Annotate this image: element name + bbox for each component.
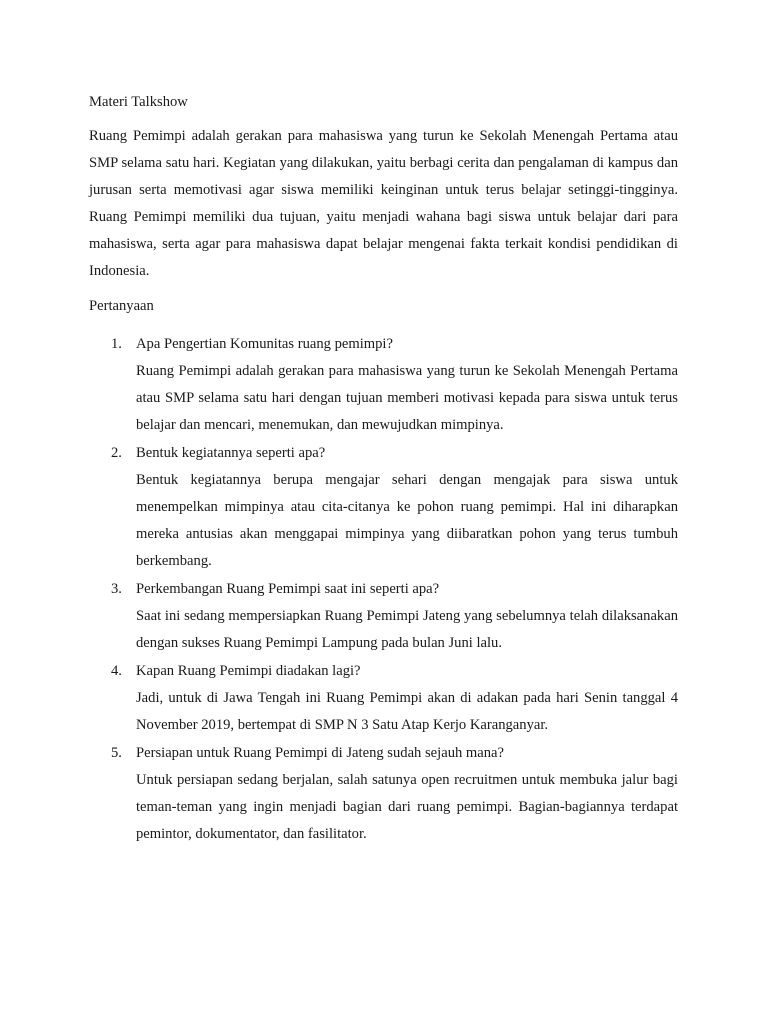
question-item — [89, 740, 678, 848]
answer-text: Saat ini sedang mempersiapkan Ruang Pemimpi Jateng yang sebelumnya telah dilaksanakan dengan sukses Ruang Pemimpi Lampung pada bulan Juni lalu. — [136, 608, 678, 651]
question-text: Kapan Ruang Pemimpi diadakan lagi? — [136, 663, 361, 679]
section-heading: Pertanyaan — [89, 298, 154, 314]
item-number: 5. — [111, 745, 122, 761]
answer-text: Jadi, untuk di Jawa Tengah ini Ruang Pemimpi akan di adakan pada hari Senin tanggal 4 November 2019, bertempat di SMP N 3 Satu Atap Kerjo Karanganyar. — [136, 690, 678, 733]
item-number: 4. — [111, 663, 122, 679]
item-number: 1. — [111, 336, 122, 352]
question-text: Apa Pengertian Komunitas ruang pemimpi? — [136, 336, 393, 352]
question-text: Perkembangan Ruang Pemimpi saat ini seperti apa? — [136, 581, 440, 597]
answer-text: Bentuk kegiatannya berupa mengajar sehari dengan mengajak para siswa untuk menempelkan mimpinya atau cita-citanya ke pohon ruang pemimpi. Hal ini diharapkan mereka antusias akan menggapai mimpinya yang diibaratkan pohon yang terus tumbuh berkembang. — [136, 472, 678, 569]
item-number: 3. — [111, 581, 122, 597]
answer-text: Untuk persiapan sedang berjalan, salah satunya open recruitmen untuk membuka jalur bagi teman-teman yang ingin menjadi bagian dari ruang pemimpi. Bagian-bagiannya terdapat pemintor, dokumentator, dan fasilitator. — [136, 772, 678, 842]
answer-text: Ruang Pemimpi adalah gerakan para mahasiswa yang turun ke Sekolah Menengah Pertama atau SMP selama satu hari dengan tujuan memberi motivasi kepada para siswa untuk terus belajar dan mencari, menemukan, dan mewujudkan mimpinya. — [136, 363, 678, 433]
question-item — [89, 440, 678, 575]
question-text: Bentuk kegiatannya seperti apa? — [136, 445, 326, 461]
question-item — [89, 576, 678, 657]
document-title: Materi Talkshow — [89, 94, 188, 110]
question-list — [89, 331, 678, 848]
document-page — [89, 89, 678, 849]
question-text: Persiapan untuk Ruang Pemimpi di Jateng sudah sejauh mana? — [136, 745, 505, 761]
item-number: 2. — [111, 445, 122, 461]
question-item — [89, 331, 678, 439]
question-item — [89, 658, 678, 739]
intro-paragraph: Ruang Pemimpi adalah gerakan para mahasiswa yang turun ke Sekolah Menengah Pertama atau SMP selama satu hari. Kegiatan yang dilakukan, yaitu berbagi cerita dan pengalaman di kampus dan jurusan serta memotivasi agar siswa memiliki keinginan untuk terus belajar setinggi-tingginya. Ruang Pemimpi memiliki dua tujuan, yaitu menjadi wahana bagi siswa untuk belajar dari para mahasiswa, serta agar para mahasiswa dapat belajar mengenai fakta terkait kondisi pendidikan di Indonesia. — [89, 128, 678, 279]
